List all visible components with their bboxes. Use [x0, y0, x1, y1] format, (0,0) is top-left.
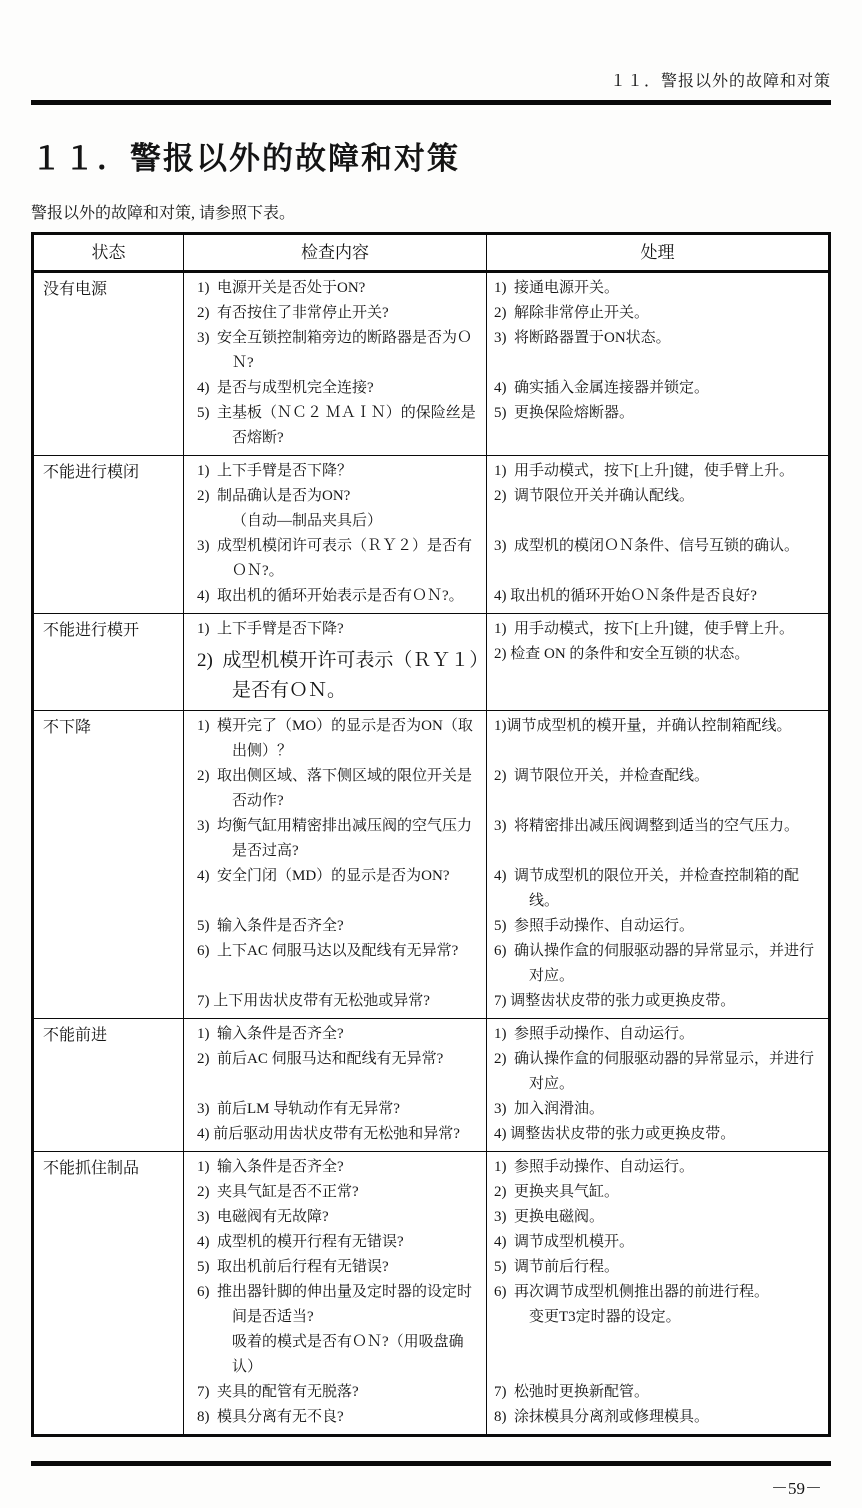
treatment-item: 2) 更换夹具气缸。	[494, 1184, 619, 1200]
treatment-item: 1) 参照手动操作、自动运行。	[494, 1026, 694, 1042]
check-cell	[184, 1205, 487, 1230]
treatment-cell	[487, 401, 828, 455]
check-item: 2) 制品确认是否为ON? （自动—制品夹具后）	[197, 488, 383, 529]
check-cell	[184, 484, 487, 534]
treatment-item: 3) 加入润滑油。	[494, 1101, 604, 1117]
check-treatment-pair	[184, 1255, 828, 1280]
col-header-treatment: 处理	[640, 243, 675, 262]
check-treatment-pair	[184, 1180, 828, 1205]
treatment-cell	[487, 456, 828, 484]
check-treatment-pair	[184, 1097, 828, 1122]
check-cell	[184, 376, 487, 401]
row-pairs	[184, 614, 828, 710]
treatment-item: 1) 用手动模式，按下[上升]键，使手臂上升。	[494, 621, 794, 637]
check-treatment-pair	[184, 1122, 828, 1151]
check-treatment-pair	[184, 989, 828, 1018]
treatment-item: 3) 更换电磁阀。	[494, 1209, 604, 1225]
check-cell	[184, 939, 487, 989]
treatment-cell	[487, 1180, 828, 1205]
header-rule	[31, 100, 831, 105]
treatment-cell	[487, 1405, 828, 1434]
check-item: 4) 是否与成型机完全连接?	[197, 380, 374, 396]
treatment-item: 1)调节成型机的模开量，并确认控制箱配线。	[494, 718, 792, 734]
treatment-item: 6) 确认操作盒的伺服驱动器的异常显示，并进行对应。	[494, 943, 814, 984]
check-treatment-pair	[184, 376, 828, 401]
check-item: 3) 安全互锁控制箱旁边的断路器是否为ＯＮ?	[197, 330, 472, 371]
treatment-cell	[487, 1047, 828, 1097]
check-item: 4) 取出机的循环开始表示是否有ＯＮ?。	[197, 588, 464, 604]
check-treatment-pair	[184, 614, 828, 642]
check-treatment-pair	[184, 711, 828, 764]
check-treatment-pair	[184, 534, 828, 584]
treatment-item: 1) 参照手动操作、自动运行。	[494, 1159, 694, 1175]
check-item: 2) 成型机模开许可表示（ＲＹ１）是否有ＯＮ。	[197, 650, 479, 701]
check-treatment-pair	[184, 301, 828, 326]
check-cell	[184, 989, 487, 1018]
status-cell: 不能抓住制品	[34, 1152, 184, 1434]
treatment-cell	[487, 1380, 828, 1405]
check-treatment-pair	[184, 1047, 828, 1097]
check-item: 1) 模开完了（MO）的显示是否为ON（取出侧）？	[197, 718, 473, 759]
check-item: 7) 夹具的配管有无脱落?	[197, 1384, 359, 1400]
check-treatment-pair	[184, 1230, 828, 1255]
treatment-cell	[487, 484, 828, 534]
check-treatment-pair	[184, 1019, 828, 1047]
treatment-cell	[487, 764, 828, 814]
treatment-cell	[487, 989, 828, 1018]
check-cell	[184, 1152, 487, 1180]
table-row	[34, 273, 828, 456]
check-cell	[184, 1047, 487, 1097]
treatment-item: 1) 用手动模式，按下[上升]键，使手臂上升。	[494, 463, 794, 479]
check-item: 6) 上下AC 伺服马达以及配线有无异常?	[197, 943, 459, 959]
treatment-cell	[487, 1097, 828, 1122]
table-row	[34, 614, 828, 711]
check-cell	[184, 401, 487, 455]
check-cell	[184, 1230, 487, 1255]
check-item: 2) 夹具气缸是否不正常?	[197, 1184, 359, 1200]
check-item: 1) 上下手臂是否下降?	[197, 621, 344, 637]
check-item: 1) 上下手臂是否下降？	[197, 463, 352, 479]
table-body	[34, 273, 828, 1434]
check-cell	[184, 456, 487, 484]
check-treatment-pair	[184, 1405, 828, 1434]
check-item: 2) 有否按住了非常停止开关?	[197, 305, 389, 321]
running-header: １１．警报以外的故障和对策	[609, 73, 831, 90]
check-treatment-pair	[184, 939, 828, 989]
row-pairs	[184, 1152, 828, 1434]
treatment-cell	[487, 711, 828, 764]
check-treatment-pair	[184, 326, 828, 376]
check-item: 1) 输入条件是否齐全?	[197, 1026, 344, 1042]
treatment-cell	[487, 914, 828, 939]
check-treatment-pair	[184, 1205, 828, 1230]
table-header-row	[34, 235, 828, 273]
check-item: 6) 推出器针脚的伸出量及定时器的设定时间是否适当? 吸着的模式是否有ＯＮ?（用吸盘确认）	[197, 1284, 472, 1375]
status-cell: 不能前进	[34, 1019, 184, 1151]
treatment-item: 2) 调节限位开关并确认配线。	[494, 488, 694, 504]
check-item: 3) 成型机模闭许可表示（ＲＹ２）是否有ＯＮ?。	[197, 538, 472, 579]
check-item: 3) 电磁阀有无故障?	[197, 1209, 329, 1225]
row-pairs	[184, 273, 828, 455]
treatment-cell	[487, 301, 828, 326]
status-cell: 没有电源	[34, 273, 184, 455]
check-cell	[184, 1019, 487, 1047]
check-item: 5) 输入条件是否齐全?	[197, 918, 344, 934]
treatment-cell	[487, 376, 828, 401]
treatment-cell	[487, 642, 828, 710]
treatment-item: 7) 调整齿状皮带的张力或更换皮带。	[494, 993, 736, 1009]
check-item: 4) 安全门闭（MD）的显示是否为ON?	[197, 868, 450, 884]
check-cell	[184, 1180, 487, 1205]
treatment-cell	[487, 814, 828, 864]
treatment-item: 3) 成型机的模闭ＯＮ条件、信号互锁的确认。	[494, 538, 799, 554]
check-cell	[184, 764, 487, 814]
check-cell	[184, 914, 487, 939]
treatment-cell	[487, 1152, 828, 1180]
treatment-item: 8) 涂抹模具分离剂或修理模具。	[494, 1409, 709, 1425]
check-item: 1) 电源开关是否处于ON?	[197, 280, 366, 296]
check-cell	[184, 642, 487, 710]
check-cell	[184, 1280, 487, 1380]
footer-rule	[31, 1461, 831, 1466]
check-item: 2) 前后AC 伺服马达和配线有无异常?	[197, 1051, 444, 1067]
check-cell	[184, 614, 487, 642]
treatment-item: 3) 将断路器置于ON状态。	[494, 330, 671, 346]
treatment-cell	[487, 1205, 828, 1230]
treatment-cell	[487, 584, 828, 613]
check-cell	[184, 1255, 487, 1280]
check-treatment-pair	[184, 273, 828, 301]
check-treatment-pair	[184, 814, 828, 864]
check-item: 4) 前后驱动用齿状皮带有无松弛和异常?	[197, 1126, 460, 1142]
check-cell	[184, 814, 487, 864]
troubleshooting-table	[31, 232, 831, 1437]
treatment-item: 2) 检查 ON 的条件和安全互锁的状态。	[494, 646, 750, 662]
treatment-item: 6) 再次调节成型机侧推出器的前进行程。 变更T3定时器的设定。	[494, 1284, 769, 1325]
check-cell	[184, 711, 487, 764]
check-cell	[184, 1405, 487, 1434]
treatment-cell	[487, 1122, 828, 1151]
treatment-item: 4) 调整齿状皮带的张力或更换皮带。	[494, 1126, 736, 1142]
page-number: －59－	[771, 1479, 822, 1498]
page-content	[31, 0, 831, 1437]
treatment-cell	[487, 326, 828, 376]
check-treatment-pair	[184, 764, 828, 814]
col-header-status: 状态	[34, 235, 184, 270]
table-row	[34, 1019, 828, 1152]
col-header-check: 检查内容	[184, 235, 487, 270]
check-cell	[184, 1097, 487, 1122]
row-pairs	[184, 1019, 828, 1151]
treatment-item: 5) 参照手动操作、自动运行。	[494, 918, 694, 934]
check-cell	[184, 326, 487, 376]
status-cell: 不能进行模闭	[34, 456, 184, 613]
check-treatment-pair	[184, 456, 828, 484]
check-cell	[184, 584, 487, 613]
check-item: 8) 模具分离有无不良?	[197, 1409, 344, 1425]
treatment-item: 2) 解除非常停止开关。	[494, 305, 649, 321]
check-item: 1) 输入条件是否齐全?	[197, 1159, 344, 1175]
status-cell: 不下降	[34, 711, 184, 1018]
treatment-cell	[487, 939, 828, 989]
treatment-cell	[487, 1019, 828, 1047]
check-item: 3) 前后LM 导轨动作有无异常?	[197, 1101, 400, 1117]
check-treatment-pair	[184, 1152, 828, 1180]
treatment-item: 2) 确认操作盒的伺服驱动器的异常显示，并进行对应。	[494, 1051, 814, 1092]
check-cell	[184, 273, 487, 301]
check-cell	[184, 1380, 487, 1405]
treatment-item: 5) 调节前后行程。	[494, 1259, 619, 1275]
check-treatment-pair	[184, 864, 828, 914]
check-treatment-pair	[184, 914, 828, 939]
check-item: 4) 成型机的模开行程有无错误?	[197, 1234, 404, 1250]
treatment-item: 4) 确实插入金属连接器并锁定。	[494, 380, 709, 396]
check-item: 7) 上下用齿状皮带有无松弛或异常?	[197, 993, 430, 1009]
treatment-cell	[487, 864, 828, 914]
treatment-item: 4) 调节成型机的限位开关，并检查控制箱的配线。	[494, 868, 799, 909]
check-item: 3) 均衡气缸用精密排出减压阀的空气压力是否过高?	[197, 818, 472, 859]
treatment-item: 4) 取出机的循环开始ＯＮ条件是否良好?	[494, 588, 757, 604]
check-cell	[184, 1122, 487, 1151]
check-item: 5) 取出机前后行程有无错误?	[197, 1259, 389, 1275]
table-row	[34, 456, 828, 614]
treatment-item: 7) 松弛时更换新配管。	[494, 1384, 649, 1400]
treatment-cell	[487, 273, 828, 301]
row-pairs	[184, 711, 828, 1018]
check-treatment-pair	[184, 1280, 828, 1380]
check-treatment-pair	[184, 642, 828, 710]
check-treatment-pair	[184, 401, 828, 455]
check-cell	[184, 864, 487, 914]
check-item: 5) 主基板（ＮＣ２ ＭＡＩＮ）的保险丝是否熔断?	[197, 405, 476, 446]
table-row	[34, 1152, 828, 1434]
treatment-cell	[487, 534, 828, 584]
treatment-item: 2) 调节限位开关，并检查配线。	[494, 768, 709, 784]
status-cell: 不能进行模开	[34, 614, 184, 710]
treatment-cell	[487, 1230, 828, 1255]
treatment-item: 5) 更换保险熔断器。	[494, 405, 634, 421]
check-treatment-pair	[184, 484, 828, 534]
treatment-cell	[487, 1280, 828, 1380]
treatment-item: 4) 调节成型机模开。	[494, 1234, 634, 1250]
treatment-cell	[487, 1255, 828, 1280]
treatment-item: 3) 将精密排出减压阀调整到适当的空气压力。	[494, 818, 799, 834]
check-cell	[184, 534, 487, 584]
check-cell	[184, 301, 487, 326]
check-treatment-pair	[184, 1380, 828, 1405]
table-row	[34, 711, 828, 1019]
intro-text: 警报以外的故障和对策, 请参照下表。	[31, 205, 296, 222]
treatment-cell	[487, 614, 828, 642]
treatment-item: 1) 接通电源开关。	[494, 280, 619, 296]
check-treatment-pair	[184, 584, 828, 613]
row-pairs	[184, 456, 828, 613]
page-title: １１．警报以外的故障和对策	[31, 141, 460, 176]
check-item: 2) 取出侧区域、落下侧区域的限位开关是否动作?	[197, 768, 472, 809]
